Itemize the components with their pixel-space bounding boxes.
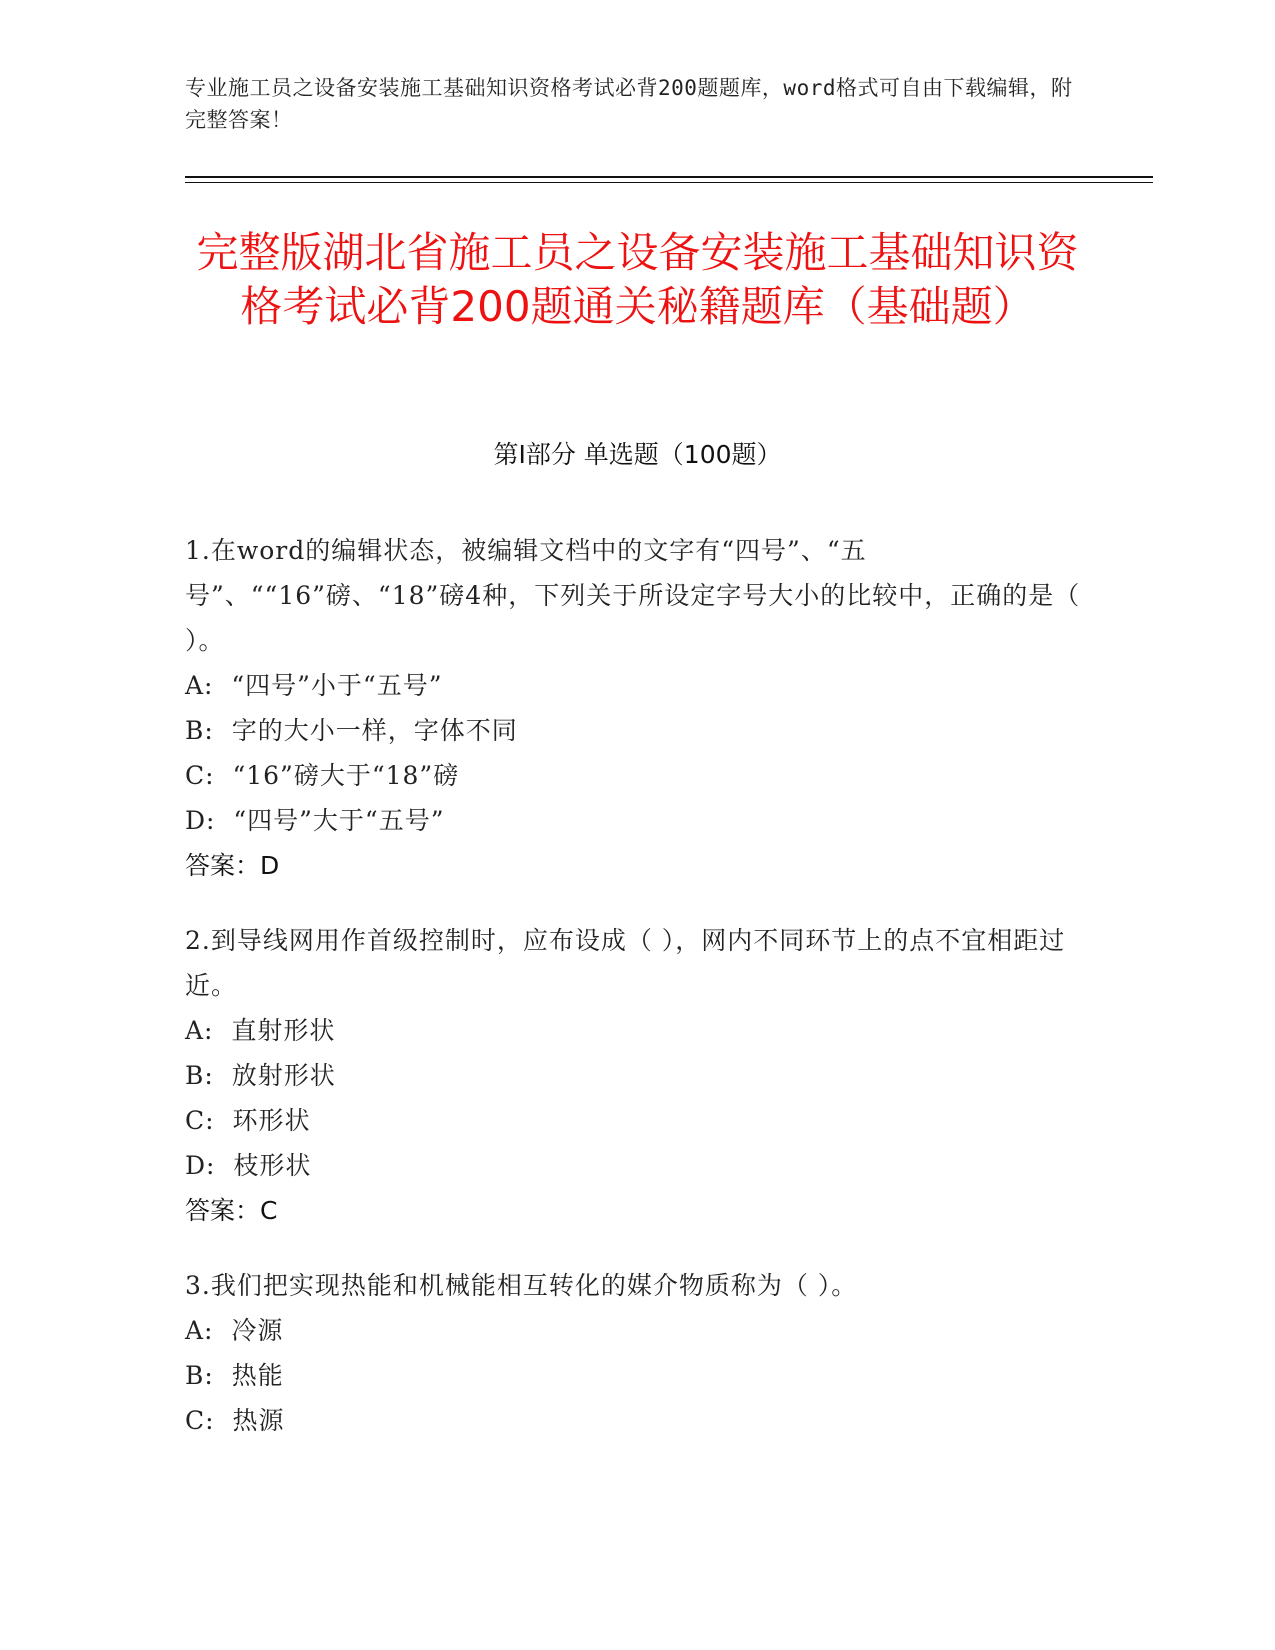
document-title: 完整版湖北省施工员之设备安装施工基础知识资格考试必背200题通关秘籍题库（基础题） (196, 228, 1079, 331)
option-a: A: 冷源 (185, 1316, 284, 1345)
option-c: C: 环形状 (185, 1106, 311, 1135)
option-b: B: 放射形状 (185, 1061, 336, 1090)
question-stem: 1.在word的编辑状态，被编辑文档中的文字有“四号”、“五号”、““16”磅、“18”磅4种，下列关于所设定字号大小的比较中，正确的是（ ）。 (185, 536, 1081, 655)
question-stem: 2.到导线网用作首级控制时，应布设成（ ），网内不同环节上的点不宜相距过近。 (185, 926, 1066, 1000)
answer-line: 答案：C (185, 1196, 278, 1225)
option-b: B: 字的大小一样，字体不同 (185, 716, 518, 745)
option-a: A: “四号”小于“五号” (185, 671, 443, 700)
question-stem: 3.我们把实现热能和机械能相互转化的媒介物质称为（ ）。 (185, 1271, 858, 1300)
header-divider-thin (185, 182, 1153, 183)
option-c: C: 热源 (185, 1406, 285, 1435)
option-b: B: 热能 (185, 1361, 284, 1390)
option-c: C: “16”磅大于“18”磅 (185, 761, 460, 790)
question-2 (185, 918, 1090, 1233)
header-note: 专业施工员之设备安装施工基础知识资格考试必背200题题库，word格式可自由下载编辑，附完整答案！ (185, 76, 1073, 132)
question-3 (185, 1263, 1090, 1443)
option-a: A: 直射形状 (185, 1016, 336, 1045)
question-1 (185, 528, 1090, 888)
answer-line: 答案：D (185, 851, 280, 880)
section-title: 第Ⅰ部分 单选题（100题） (493, 440, 782, 469)
option-d: D: “四号”大于“五号” (185, 806, 445, 835)
question-list (185, 528, 1090, 1473)
option-d: D: 枝形状 (185, 1151, 312, 1180)
header-divider-thick (185, 176, 1153, 178)
